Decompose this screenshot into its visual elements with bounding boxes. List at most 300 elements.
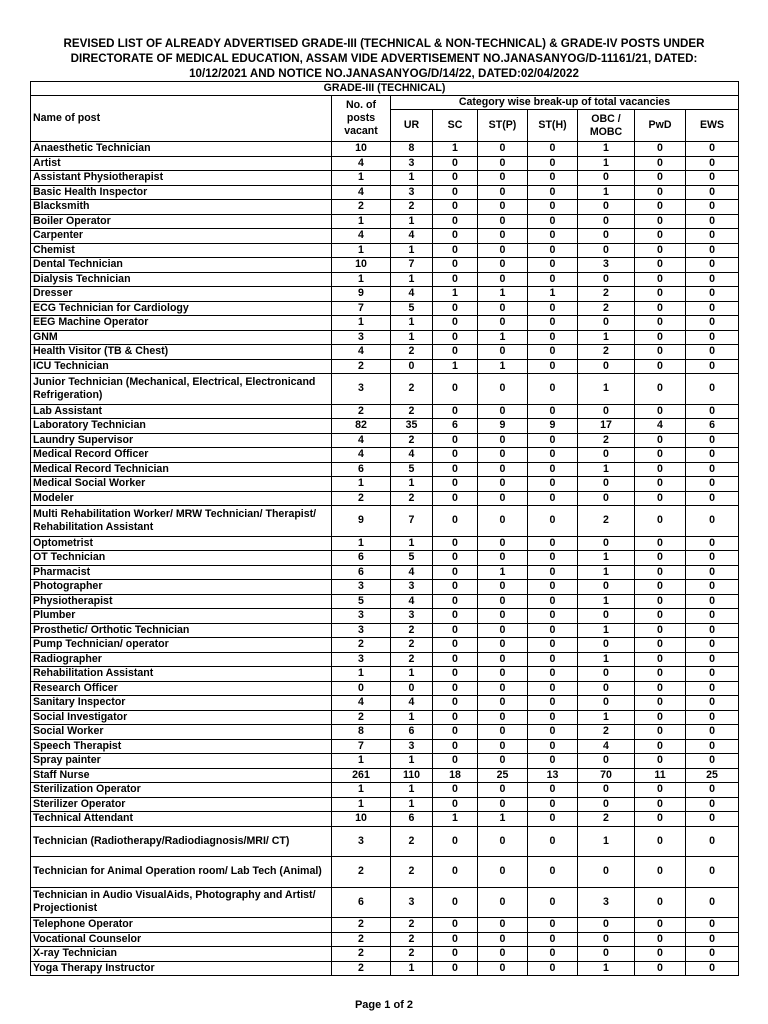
st-h-cell: 0	[528, 652, 578, 667]
pwd-cell: 0	[635, 359, 686, 374]
st-p-cell: 0	[478, 156, 528, 171]
table-row	[31, 932, 739, 947]
post-name-cell: Sterilizer Operator	[31, 797, 332, 812]
header-ur: UR	[391, 110, 433, 142]
posts-vacant-cell: 1	[332, 316, 391, 331]
posts-vacant-cell: 4	[332, 345, 391, 360]
grade-heading: GRADE-III (TECHNICAL)	[31, 82, 739, 96]
document-title	[40, 36, 728, 81]
st-h-cell: 0	[528, 200, 578, 215]
st-h-cell: 0	[528, 185, 578, 200]
table-row	[31, 961, 739, 976]
post-name-cell: Radiographer	[31, 652, 332, 667]
sc-cell: 0	[433, 725, 478, 740]
posts-vacant-cell: 7	[332, 301, 391, 316]
st-p-cell: 0	[478, 243, 528, 258]
posts-vacant-cell: 1	[332, 667, 391, 682]
ews-cell: 0	[686, 739, 739, 754]
pwd-cell: 0	[635, 696, 686, 711]
posts-vacant-cell: 2	[332, 638, 391, 653]
obc-mobc-cell: 1	[578, 462, 635, 477]
obc-mobc-cell: 0	[578, 404, 635, 419]
ur-cell: 4	[391, 287, 433, 302]
header-st-h: ST(H)	[528, 110, 578, 142]
table-row	[31, 185, 739, 200]
pwd-cell: 0	[635, 156, 686, 171]
posts-vacant-cell: 4	[332, 185, 391, 200]
ur-cell: 2	[391, 404, 433, 419]
st-p-cell: 0	[478, 142, 528, 157]
pwd-cell: 0	[635, 797, 686, 812]
pwd-cell: 0	[635, 287, 686, 302]
posts-vacant-cell: 1	[332, 171, 391, 186]
ews-cell: 0	[686, 448, 739, 463]
st-h-cell: 0	[528, 171, 578, 186]
st-p-cell: 0	[478, 594, 528, 609]
header-obc-mobc: OBC / MOBC	[578, 110, 635, 142]
st-h-cell: 0	[528, 609, 578, 624]
pwd-cell: 0	[635, 536, 686, 551]
obc-mobc-cell: 0	[578, 797, 635, 812]
ur-cell: 8	[391, 142, 433, 157]
sc-cell: 0	[433, 623, 478, 638]
ur-cell: 1	[391, 243, 433, 258]
ews-cell: 0	[686, 200, 739, 215]
pwd-cell: 0	[635, 142, 686, 157]
posts-vacant-cell: 3	[332, 580, 391, 595]
table-row	[31, 433, 739, 448]
obc-mobc-cell: 1	[578, 185, 635, 200]
ews-cell: 0	[686, 754, 739, 769]
obc-mobc-cell: 0	[578, 316, 635, 331]
posts-vacant-cell: 4	[332, 448, 391, 463]
title-line-1: REVISED LIST OF ALREADY ADVERTISED GRADE-III (TECHNICAL & NON-TECHNICAL) & GRADE-IV POSTS UNDER	[63, 37, 705, 50]
ews-cell: 0	[686, 506, 739, 537]
obc-mobc-cell: 0	[578, 491, 635, 506]
sc-cell: 0	[433, 565, 478, 580]
post-name-cell: Sterilization Operator	[31, 783, 332, 798]
st-h-cell: 0	[528, 491, 578, 506]
posts-vacant-cell: 82	[332, 419, 391, 434]
ur-cell: 1	[391, 783, 433, 798]
table-row	[31, 448, 739, 463]
table-row	[31, 316, 739, 331]
ur-cell: 1	[391, 961, 433, 976]
posts-vacant-cell: 2	[332, 359, 391, 374]
ur-cell: 2	[391, 932, 433, 947]
table-row	[31, 887, 739, 918]
st-h-cell: 0	[528, 433, 578, 448]
sc-cell: 0	[433, 609, 478, 624]
post-name-cell: Dresser	[31, 287, 332, 302]
posts-vacant-cell: 3	[332, 623, 391, 638]
posts-vacant-cell: 1	[332, 272, 391, 287]
sc-cell: 0	[433, 551, 478, 566]
st-p-cell: 0	[478, 580, 528, 595]
pwd-cell: 0	[635, 961, 686, 976]
pwd-cell: 0	[635, 739, 686, 754]
sc-cell: 6	[433, 419, 478, 434]
obc-mobc-cell: 0	[578, 580, 635, 595]
sc-cell: 0	[433, 330, 478, 345]
table-row	[31, 419, 739, 434]
ews-cell: 0	[686, 667, 739, 682]
st-h-cell: 0	[528, 783, 578, 798]
st-p-cell: 0	[478, 301, 528, 316]
obc-mobc-cell: 0	[578, 214, 635, 229]
vacancy-table	[30, 81, 739, 976]
obc-mobc-cell: 3	[578, 258, 635, 273]
post-name-cell: OT Technician	[31, 551, 332, 566]
ews-cell: 0	[686, 316, 739, 331]
sc-cell: 0	[433, 652, 478, 667]
st-p-cell: 0	[478, 826, 528, 857]
sc-cell: 1	[433, 142, 478, 157]
st-h-cell: 0	[528, 142, 578, 157]
st-h-cell: 0	[528, 857, 578, 888]
ur-cell: 6	[391, 725, 433, 740]
ews-cell: 0	[686, 947, 739, 962]
sc-cell: 1	[433, 359, 478, 374]
obc-mobc-cell: 1	[578, 710, 635, 725]
post-name-cell: Research Officer	[31, 681, 332, 696]
pwd-cell: 0	[635, 272, 686, 287]
post-name-cell: Blacksmith	[31, 200, 332, 215]
st-h-cell: 0	[528, 536, 578, 551]
table-row	[31, 243, 739, 258]
table-row	[31, 623, 739, 638]
obc-mobc-cell: 4	[578, 739, 635, 754]
st-h-cell: 9	[528, 419, 578, 434]
ews-cell: 0	[686, 652, 739, 667]
vacancy-rows	[31, 142, 739, 976]
st-h-cell: 0	[528, 316, 578, 331]
table-row	[31, 696, 739, 711]
sc-cell: 0	[433, 272, 478, 287]
st-h-cell: 0	[528, 918, 578, 933]
sc-cell: 0	[433, 258, 478, 273]
post-name-cell: Technical Attendant	[31, 812, 332, 827]
obc-mobc-cell: 1	[578, 142, 635, 157]
pwd-cell: 0	[635, 345, 686, 360]
pwd-cell: 0	[635, 783, 686, 798]
post-name-cell: Pharmacist	[31, 565, 332, 580]
table-row	[31, 551, 739, 566]
ur-cell: 3	[391, 739, 433, 754]
sc-cell: 0	[433, 404, 478, 419]
posts-vacant-cell: 9	[332, 506, 391, 537]
ur-cell: 3	[391, 185, 433, 200]
pwd-cell: 4	[635, 419, 686, 434]
table-row	[31, 142, 739, 157]
posts-vacant-cell: 0	[332, 681, 391, 696]
obc-mobc-cell: 0	[578, 272, 635, 287]
st-h-cell: 0	[528, 551, 578, 566]
post-name-cell: Medical Record Officer	[31, 448, 332, 463]
post-name-cell: Medical Social Worker	[31, 477, 332, 492]
pwd-cell: 0	[635, 200, 686, 215]
sc-cell: 0	[433, 594, 478, 609]
st-p-cell: 0	[478, 551, 528, 566]
st-h-cell: 0	[528, 725, 578, 740]
posts-vacant-cell: 2	[332, 857, 391, 888]
ur-cell: 3	[391, 156, 433, 171]
st-h-cell: 0	[528, 932, 578, 947]
ur-cell: 35	[391, 419, 433, 434]
table-row	[31, 812, 739, 827]
ews-cell: 0	[686, 142, 739, 157]
table-row	[31, 301, 739, 316]
table-row	[31, 171, 739, 186]
obc-mobc-cell: 0	[578, 667, 635, 682]
ews-cell: 0	[686, 609, 739, 624]
pwd-cell: 0	[635, 710, 686, 725]
ews-cell: 0	[686, 551, 739, 566]
obc-mobc-cell: 2	[578, 287, 635, 302]
ur-cell: 2	[391, 623, 433, 638]
st-p-cell: 0	[478, 638, 528, 653]
post-name-cell: Rehabilitation Assistant	[31, 667, 332, 682]
sc-cell: 0	[433, 667, 478, 682]
ews-cell: 0	[686, 681, 739, 696]
posts-vacant-cell: 4	[332, 433, 391, 448]
obc-mobc-cell: 0	[578, 229, 635, 244]
sc-cell: 0	[433, 243, 478, 258]
ur-cell: 5	[391, 462, 433, 477]
table-row	[31, 330, 739, 345]
obc-mobc-cell: 2	[578, 301, 635, 316]
ews-cell: 0	[686, 638, 739, 653]
ur-cell: 5	[391, 301, 433, 316]
title-line-3: 10/12/2021 AND NOTICE NO.JANASANYOG/D/14/22, DATED:02/04/2022	[189, 67, 579, 80]
obc-mobc-cell: 0	[578, 477, 635, 492]
obc-mobc-cell: 0	[578, 947, 635, 962]
posts-vacant-cell: 1	[332, 536, 391, 551]
pwd-cell: 0	[635, 638, 686, 653]
table-row	[31, 667, 739, 682]
post-name-cell: Junior Technician (Mechanical, Electrical, Electronicand Refrigeration)	[31, 374, 332, 405]
st-p-cell: 0	[478, 797, 528, 812]
obc-mobc-cell: 1	[578, 594, 635, 609]
ur-cell: 2	[391, 947, 433, 962]
table-row	[31, 580, 739, 595]
pwd-cell: 0	[635, 404, 686, 419]
ur-cell: 4	[391, 696, 433, 711]
ews-cell: 0	[686, 185, 739, 200]
page-number: Page 1 of 2	[354, 999, 414, 1011]
st-p-cell: 0	[478, 433, 528, 448]
pwd-cell: 0	[635, 185, 686, 200]
sc-cell: 0	[433, 491, 478, 506]
table-row	[31, 477, 739, 492]
sc-cell: 0	[433, 536, 478, 551]
ews-cell: 0	[686, 812, 739, 827]
obc-mobc-cell: 1	[578, 565, 635, 580]
table-row	[31, 565, 739, 580]
post-name-cell: Social Investigator	[31, 710, 332, 725]
st-p-cell: 0	[478, 171, 528, 186]
ews-cell: 0	[686, 536, 739, 551]
ews-cell: 0	[686, 725, 739, 740]
posts-vacant-cell: 1	[332, 754, 391, 769]
ur-cell: 2	[391, 652, 433, 667]
obc-mobc-cell: 2	[578, 812, 635, 827]
st-h-cell: 0	[528, 359, 578, 374]
pwd-cell: 0	[635, 667, 686, 682]
post-name-cell: GNM	[31, 330, 332, 345]
posts-vacant-cell: 10	[332, 142, 391, 157]
sc-cell: 0	[433, 932, 478, 947]
pwd-cell: 0	[635, 462, 686, 477]
st-p-cell: 0	[478, 185, 528, 200]
table-row	[31, 287, 739, 302]
st-h-cell: 0	[528, 667, 578, 682]
ur-cell: 4	[391, 594, 433, 609]
st-h-cell: 0	[528, 243, 578, 258]
posts-vacant-cell: 6	[332, 551, 391, 566]
table-row	[31, 725, 739, 740]
pwd-cell: 0	[635, 947, 686, 962]
st-h-cell: 0	[528, 638, 578, 653]
ur-cell: 1	[391, 754, 433, 769]
sc-cell: 0	[433, 754, 478, 769]
pwd-cell: 0	[635, 330, 686, 345]
st-p-cell: 0	[478, 345, 528, 360]
table-row	[31, 536, 739, 551]
st-p-cell: 0	[478, 947, 528, 962]
post-name-cell: Laboratory Technician	[31, 419, 332, 434]
posts-vacant-cell: 6	[332, 462, 391, 477]
obc-mobc-cell: 0	[578, 609, 635, 624]
st-h-cell: 0	[528, 826, 578, 857]
table-row	[31, 754, 739, 769]
st-h-cell: 0	[528, 374, 578, 405]
post-name-cell: Multi Rehabilitation Worker/ MRW Technician/ Therapist/ Rehabilitation Assistant	[31, 506, 332, 537]
pwd-cell: 0	[635, 812, 686, 827]
ur-cell: 2	[391, 857, 433, 888]
obc-mobc-cell: 2	[578, 345, 635, 360]
posts-vacant-cell: 2	[332, 200, 391, 215]
post-name-cell: Photographer	[31, 580, 332, 595]
posts-vacant-cell: 1	[332, 783, 391, 798]
sc-cell: 0	[433, 961, 478, 976]
ur-cell: 0	[391, 681, 433, 696]
ews-cell: 0	[686, 918, 739, 933]
obc-mobc-cell: 1	[578, 623, 635, 638]
st-p-cell: 0	[478, 725, 528, 740]
post-name-cell: Social Worker	[31, 725, 332, 740]
st-p-cell: 9	[478, 419, 528, 434]
st-p-cell: 0	[478, 667, 528, 682]
pwd-cell: 0	[635, 214, 686, 229]
post-name-cell: Pump Technician/ operator	[31, 638, 332, 653]
pwd-cell: 11	[635, 768, 686, 783]
posts-vacant-cell: 3	[332, 374, 391, 405]
pwd-cell: 0	[635, 725, 686, 740]
st-h-cell: 0	[528, 330, 578, 345]
sc-cell: 1	[433, 812, 478, 827]
posts-vacant-cell: 4	[332, 696, 391, 711]
ur-cell: 0	[391, 359, 433, 374]
sc-cell: 0	[433, 783, 478, 798]
obc-mobc-cell: 0	[578, 681, 635, 696]
sc-cell: 0	[433, 374, 478, 405]
table-row	[31, 783, 739, 798]
st-h-cell: 0	[528, 301, 578, 316]
sc-cell: 1	[433, 287, 478, 302]
obc-mobc-cell: 2	[578, 433, 635, 448]
st-h-cell: 0	[528, 448, 578, 463]
posts-vacant-cell: 7	[332, 739, 391, 754]
st-p-cell: 0	[478, 681, 528, 696]
posts-vacant-cell: 2	[332, 404, 391, 419]
table-row	[31, 739, 739, 754]
obc-mobc-cell: 1	[578, 551, 635, 566]
obc-mobc-cell: 2	[578, 725, 635, 740]
header-category-breakup: Category wise break-up of total vacancies	[391, 96, 739, 110]
sc-cell: 0	[433, 200, 478, 215]
st-p-cell: 0	[478, 932, 528, 947]
st-h-cell: 0	[528, 565, 578, 580]
table-row	[31, 359, 739, 374]
obc-mobc-cell: 0	[578, 932, 635, 947]
st-p-cell: 0	[478, 887, 528, 918]
posts-vacant-cell: 2	[332, 491, 391, 506]
table-row	[31, 214, 739, 229]
sc-cell: 0	[433, 345, 478, 360]
posts-vacant-cell: 1	[332, 797, 391, 812]
header-name-of-post: Name of post	[31, 96, 332, 142]
st-p-cell: 0	[478, 739, 528, 754]
st-h-cell: 0	[528, 710, 578, 725]
pwd-cell: 0	[635, 932, 686, 947]
st-h-cell: 0	[528, 258, 578, 273]
pwd-cell: 0	[635, 681, 686, 696]
posts-vacant-cell: 9	[332, 287, 391, 302]
st-h-cell: 0	[528, 797, 578, 812]
obc-mobc-cell: 1	[578, 374, 635, 405]
table-row	[31, 229, 739, 244]
table-row	[31, 609, 739, 624]
ews-cell: 0	[686, 374, 739, 405]
st-h-cell: 0	[528, 594, 578, 609]
pwd-cell: 0	[635, 857, 686, 888]
st-p-cell: 0	[478, 536, 528, 551]
st-h-cell: 0	[528, 696, 578, 711]
sc-cell: 0	[433, 580, 478, 595]
post-name-cell: Health Visitor (TB & Chest)	[31, 345, 332, 360]
post-name-cell: Basic Health Inspector	[31, 185, 332, 200]
ews-cell: 0	[686, 594, 739, 609]
ur-cell: 4	[391, 229, 433, 244]
pwd-cell: 0	[635, 623, 686, 638]
ews-cell: 0	[686, 710, 739, 725]
posts-vacant-cell: 8	[332, 725, 391, 740]
st-p-cell: 0	[478, 477, 528, 492]
st-p-cell: 0	[478, 609, 528, 624]
st-p-cell: 0	[478, 374, 528, 405]
ur-cell: 2	[391, 433, 433, 448]
st-h-cell: 0	[528, 462, 578, 477]
sc-cell: 0	[433, 918, 478, 933]
obc-mobc-cell: 70	[578, 768, 635, 783]
sc-cell: 0	[433, 947, 478, 962]
ur-cell: 4	[391, 565, 433, 580]
table-row	[31, 506, 739, 537]
ur-cell: 2	[391, 374, 433, 405]
ews-cell: 0	[686, 272, 739, 287]
pwd-cell: 0	[635, 171, 686, 186]
